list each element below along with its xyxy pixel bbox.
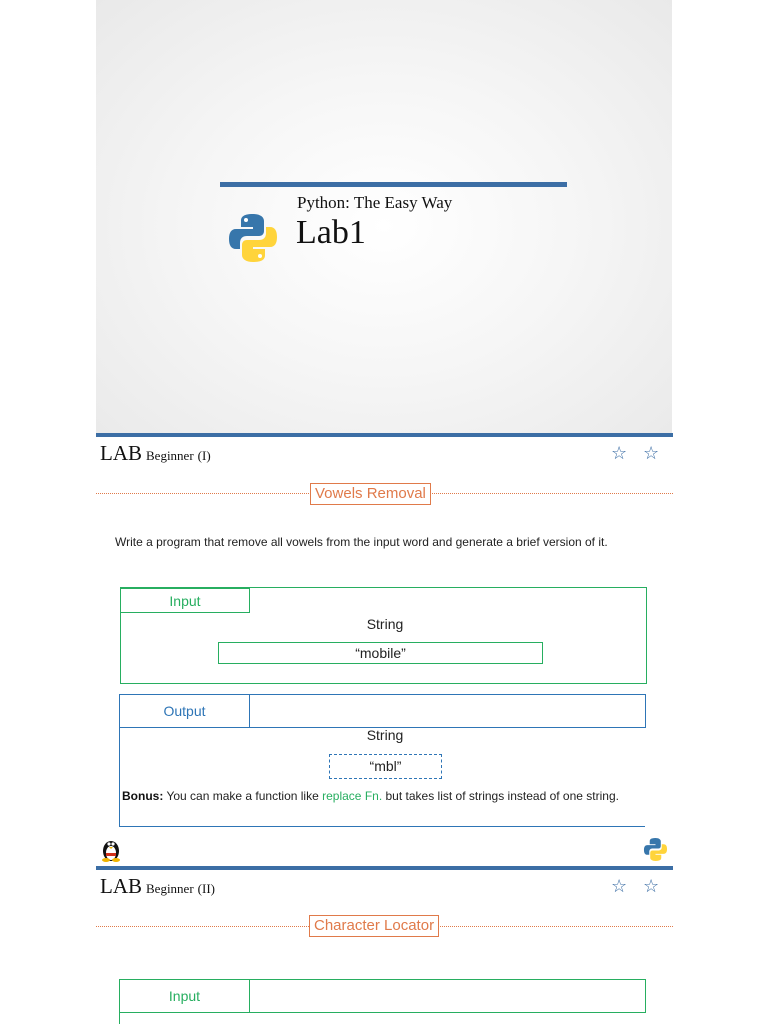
lab-label: LAB xyxy=(100,441,142,465)
lab-level: Beginner xyxy=(146,448,194,463)
input-label: Input xyxy=(120,588,250,613)
python-logo-icon xyxy=(227,212,279,264)
lab-heading xyxy=(100,441,211,466)
output-type: String xyxy=(366,727,404,743)
lab-label: LAB xyxy=(100,874,142,898)
star-icon: ☆ xyxy=(643,443,660,464)
bonus-note xyxy=(122,789,619,803)
python-logo-icon xyxy=(643,837,668,862)
bonus-fn-link: replace Fn. xyxy=(322,789,383,803)
slide-separator xyxy=(96,866,673,870)
section-title: Vowels Removal xyxy=(310,483,431,505)
input-type: String xyxy=(366,616,404,632)
star-icon: ☆ xyxy=(611,443,628,464)
section-title: Character Locator xyxy=(309,915,439,937)
lab-level-num: (II) xyxy=(197,881,215,896)
bonus-text-post: but takes list of strings instead of one string. xyxy=(385,789,619,803)
tux-penguin-icon xyxy=(100,838,122,862)
cover-slide xyxy=(96,0,672,434)
bonus-label: Bonus: xyxy=(122,789,164,803)
output-panel-left-border xyxy=(119,727,120,827)
lab-heading xyxy=(100,874,215,899)
cover-accent-bar xyxy=(220,182,567,187)
cover-subtitle: Python: The Easy Way xyxy=(297,193,453,212)
bonus-text-pre: You can make a function like xyxy=(166,789,319,803)
lab-level-num: (I) xyxy=(197,448,211,463)
input-label: Input xyxy=(119,979,250,1013)
star-icon: ☆ xyxy=(643,876,660,897)
output-value: “mbl” xyxy=(329,754,442,779)
output-panel-bottom-border xyxy=(119,826,645,827)
lab-level: Beginner xyxy=(146,881,194,896)
slide-separator xyxy=(96,433,673,437)
star-icon: ☆ xyxy=(611,876,628,897)
output-label: Output xyxy=(119,694,250,728)
input-value: “mobile” xyxy=(218,642,543,664)
cover-title: Lab1 xyxy=(296,214,366,251)
input-panel-left-border xyxy=(119,1012,120,1024)
problem-description: Write a program that remove all vowels from the input word and generate a brief version of it. xyxy=(115,535,608,549)
